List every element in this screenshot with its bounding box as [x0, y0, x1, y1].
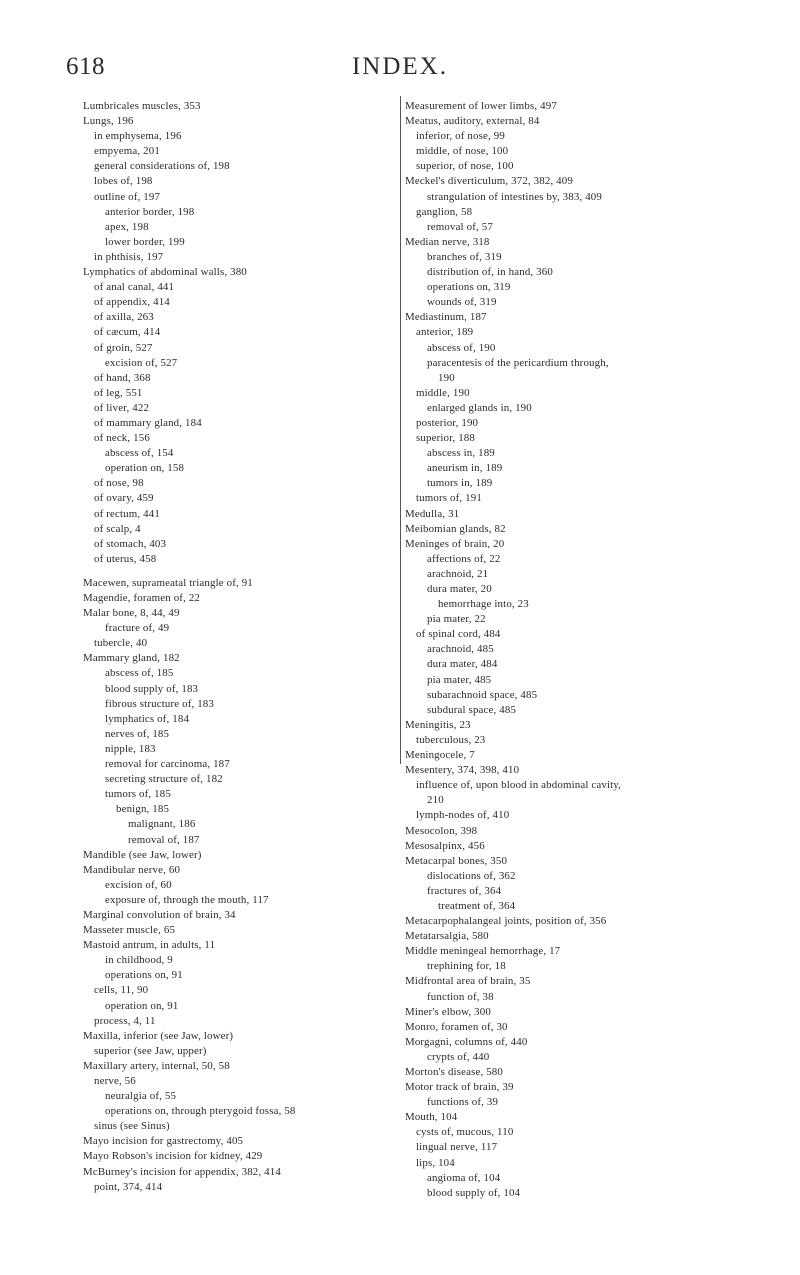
index-entry: Monro, foramen of, 30: [405, 1020, 508, 1033]
index-subentry: in childhood, 9: [105, 954, 173, 967]
index-subentry: 210: [427, 794, 444, 807]
index-subentry: dislocations of, 362: [427, 869, 516, 882]
index-subentry: 190: [438, 371, 455, 384]
index-subentry: of neck, 156: [94, 432, 150, 445]
index-subentry: empyema, 201: [94, 145, 160, 158]
index-subentry: of nose, 98: [94, 477, 144, 490]
index-subentry: lobes of, 198: [94, 175, 153, 188]
index-subentry: arachnoid, 485: [427, 643, 494, 656]
index-subentry: of rectum, 441: [94, 507, 160, 520]
index-subentry: operation on, 91: [105, 999, 179, 1012]
index-entry: Mayo incision for gastrectomy, 405: [83, 1135, 244, 1148]
index-subentry: operations on, 91: [105, 969, 183, 982]
index-subentry: superior, 188: [416, 432, 475, 445]
index-subentry: enlarged glands in, 190: [427, 401, 532, 414]
index-subentry: cysts of, mucous, 110: [416, 1126, 514, 1139]
index-entry: Miner's elbow, 300: [405, 1005, 491, 1018]
index-subentry: point, 374, 414: [94, 1180, 163, 1193]
index-entry: Metacarpophalangeal joints, position of, 356: [405, 915, 607, 928]
index-subentry: of liver, 422: [94, 401, 150, 414]
index-subentry: outline of, 197: [94, 190, 161, 203]
index-subentry: removal for carcinoma, 187: [105, 758, 230, 771]
index-entry: Meckel's diverticulum, 372, 382, 409: [405, 175, 573, 188]
index-entry: Mesentery, 374, 398, 410: [405, 764, 520, 777]
index-subentry: exposure of, through the mouth, 117: [105, 893, 269, 906]
index-subentry: nerves of, 185: [105, 727, 170, 740]
index-subentry: middle, 190: [416, 386, 470, 399]
index-entry: Mouth, 104: [405, 1111, 458, 1124]
index-entry: Meninges of brain, 20: [405, 537, 505, 550]
index-subentry: of spinal cord, 484: [416, 628, 501, 641]
index-subentry: blood supply of, 183: [105, 682, 199, 695]
index-subentry: subarachnoid space, 485: [427, 688, 538, 701]
index-subentry: of scalp, 4: [94, 522, 141, 535]
index-subentry: branches of, 319: [427, 250, 502, 263]
index-entry: Marginal convolution of brain, 34: [83, 908, 236, 921]
index-entry: Meatus, auditory, external, 84: [405, 115, 540, 128]
index-subentry: tubercle, 40: [94, 637, 148, 650]
index-subentry: function of, 38: [427, 990, 494, 1003]
index-subentry: functions of, 39: [427, 1096, 499, 1109]
index-subentry: general considerations of, 198: [94, 160, 230, 173]
index-entry: Malar bone, 8, 44, 49: [83, 607, 180, 620]
index-subentry: pia mater, 22: [427, 613, 486, 626]
index-subentry: subdural space, 485: [427, 703, 517, 716]
index-entry: Measurement of lower limbs, 497: [405, 100, 557, 112]
index-subentry: removal of, 187: [128, 833, 200, 846]
index-subentry: of mammary gland, 184: [94, 416, 202, 429]
index-entry: Metacarpal bones, 350: [405, 854, 508, 867]
index-subentry: distribution of, in hand, 360: [427, 266, 553, 279]
index-entry: Maxilla, inferior (see Jaw, lower): [83, 1029, 234, 1042]
index-entry: Mayo Robson's incision for kidney, 429: [83, 1150, 263, 1163]
index-subentry: in phthisis, 197: [94, 250, 164, 263]
index-subentry: operation on, 158: [105, 462, 185, 475]
index-subentry: strangulation of intestines by, 383, 409: [427, 190, 602, 203]
index-entry: McBurney's incision for appendix, 382, 414: [83, 1165, 281, 1178]
index-entry: Maxillary artery, internal, 50, 58: [83, 1059, 230, 1072]
index-subentry: abscess in, 189: [427, 447, 495, 460]
index-entry: Mesosalpinx, 456: [405, 839, 485, 852]
index-subentry: inferior, of nose, 99: [416, 130, 505, 143]
index-subentry: trephining for, 18: [427, 960, 506, 973]
index-subentry: dura mater, 484: [427, 658, 498, 671]
index-subentry: process, 4, 11: [94, 1014, 156, 1027]
index-subentry: arachnoid, 21: [427, 567, 489, 580]
index-subentry: anterior, 189: [416, 326, 474, 339]
index-entry: Magendie, foramen of, 22: [83, 592, 201, 604]
index-subentry: dura mater, 20: [427, 583, 492, 595]
index-entry: Lumbricales muscles, 353: [83, 100, 201, 112]
index-subentry: crypts of, 440: [427, 1050, 490, 1063]
index-subentry: of groin, 527: [94, 341, 153, 354]
index-entry: Mandible (see Jaw, lower): [83, 848, 202, 861]
index-entry: Middle meningeal hemorrhage, 17: [405, 945, 561, 958]
index-subentry: in emphysema, 196: [94, 130, 182, 143]
index-subentry: angioma of, 104: [427, 1171, 501, 1184]
index-subentry: operations on, through pterygoid fossa, 58: [105, 1105, 296, 1118]
index-column-left: [83, 99, 395, 1195]
index-entry: Medulla, 31: [405, 507, 460, 520]
index-subentry: benign, 185: [116, 803, 170, 816]
index-subentry: paracentesis of the pericardium through,: [427, 356, 609, 369]
index-subentry: hemorrhage into, 23: [438, 598, 529, 611]
index-entry: Masseter muscle, 65: [83, 924, 176, 937]
index-subentry: nerve, 56: [94, 1075, 136, 1087]
page-number: 618: [66, 53, 105, 80]
page-title: INDEX.: [351, 53, 448, 80]
index-entry: Median nerve, 318: [405, 235, 490, 248]
index-subentry: of anal canal, 441: [94, 281, 175, 294]
index-subentry: tumors of, 191: [416, 492, 482, 505]
index-subentry: of leg, 551: [94, 386, 143, 399]
index-subentry: neuralgia of, 55: [105, 1090, 177, 1103]
index-subentry: ganglion, 58: [416, 205, 473, 218]
index-subentry: fractures of, 364: [427, 884, 502, 897]
index-subentry: wounds of, 319: [427, 296, 497, 309]
index-subentry: abscess of, 154: [105, 447, 174, 460]
index-subentry: secreting structure of, 182: [105, 773, 223, 786]
index-subentry: fibrous structure of, 183: [105, 697, 215, 710]
index-entry: Midfrontal area of brain, 35: [405, 975, 531, 988]
index-entry: Meningocele, 7: [405, 749, 475, 762]
index-subentry: treatment of, 364: [438, 899, 516, 912]
index-entry: Morgagni, columns of, 440: [405, 1035, 528, 1048]
index-subentry: tumors of, 185: [105, 788, 171, 801]
index-entry: Lungs, 196: [83, 115, 134, 128]
index-subentry: tumors in, 189: [427, 477, 493, 490]
page-header: [0, 52, 800, 88]
index-entry: Mediastinum, 187: [405, 311, 487, 324]
index-subentry: of axilla, 263: [94, 311, 154, 324]
index-subentry: fracture of, 49: [105, 622, 170, 635]
index-subentry: influence of, upon blood in abdominal cavity,: [416, 779, 622, 792]
index-subentry: abscess of, 190: [427, 341, 496, 354]
index-subentry: lower border, 199: [105, 235, 185, 248]
index-subentry: nipple, 183: [105, 742, 156, 755]
index-entry: Macewen, suprameatal triangle of, 91: [83, 576, 253, 589]
index-subentry: lips, 104: [416, 1156, 455, 1169]
index-subentry: posterior, 190: [416, 416, 479, 429]
index-entry: Meningitis, 23: [405, 718, 471, 731]
index-entry: Mesocolon, 398: [405, 824, 478, 837]
index-subentry: abscess of, 185: [105, 667, 174, 680]
column-divider: [400, 96, 401, 764]
index-entry: Mammary gland, 182: [83, 652, 180, 665]
index-subentry: affections of, 22: [427, 552, 501, 565]
index-subentry: of stomach, 403: [94, 537, 167, 550]
index-subentry: blood supply of, 104: [427, 1186, 521, 1199]
index-subentry: apex, 198: [105, 220, 149, 233]
index-subentry: pia mater, 485: [427, 673, 492, 686]
index-column-right: [405, 99, 765, 1201]
index-entry: Mandibular nerve, 60: [83, 863, 181, 876]
index-entry: Morton's disease, 580: [405, 1066, 503, 1078]
index-entry: Motor track of brain, 39: [405, 1081, 514, 1094]
index-subentry: of uterus, 458: [94, 552, 157, 565]
index-subentry: cells, 11, 90: [94, 984, 149, 997]
index-subentry: of ovary, 459: [94, 492, 154, 505]
index-subentry: lingual nerve, 117: [416, 1141, 498, 1154]
index-subentry: superior, of nose, 100: [416, 160, 514, 173]
index-subentry: superior (see Jaw, upper): [94, 1044, 207, 1057]
index-subentry: of hand, 368: [94, 371, 151, 384]
index-subentry: middle, of nose, 100: [416, 145, 509, 158]
index-subentry: of appendix, 414: [94, 296, 170, 309]
index-subentry: anterior border, 198: [105, 205, 195, 218]
index-entry: Metatarsalgia, 580: [405, 930, 489, 943]
index-subentry: operations on, 319: [427, 281, 511, 294]
index-subentry: aneurism in, 189: [427, 462, 503, 475]
index-entry: Meibomian glands, 82: [405, 522, 506, 535]
index-entry: Lymphatics of abdominal walls, 380: [83, 266, 247, 279]
index-subentry: excision of, 527: [105, 356, 178, 369]
index-subentry: removal of, 57: [427, 220, 493, 233]
index-subentry: lymphatics of, 184: [105, 712, 190, 725]
index-subentry: malignant, 186: [128, 818, 196, 831]
index-subentry: of cæcum, 414: [94, 326, 161, 339]
index-subentry: sinus (see Sinus): [94, 1120, 170, 1133]
index-subentry: lymph-nodes of, 410: [416, 809, 510, 822]
index-subentry: excision of, 60: [105, 878, 172, 891]
index-subentry: tuberculous, 23: [416, 733, 486, 746]
index-entry: Mastoid antrum, in adults, 11: [83, 939, 216, 952]
